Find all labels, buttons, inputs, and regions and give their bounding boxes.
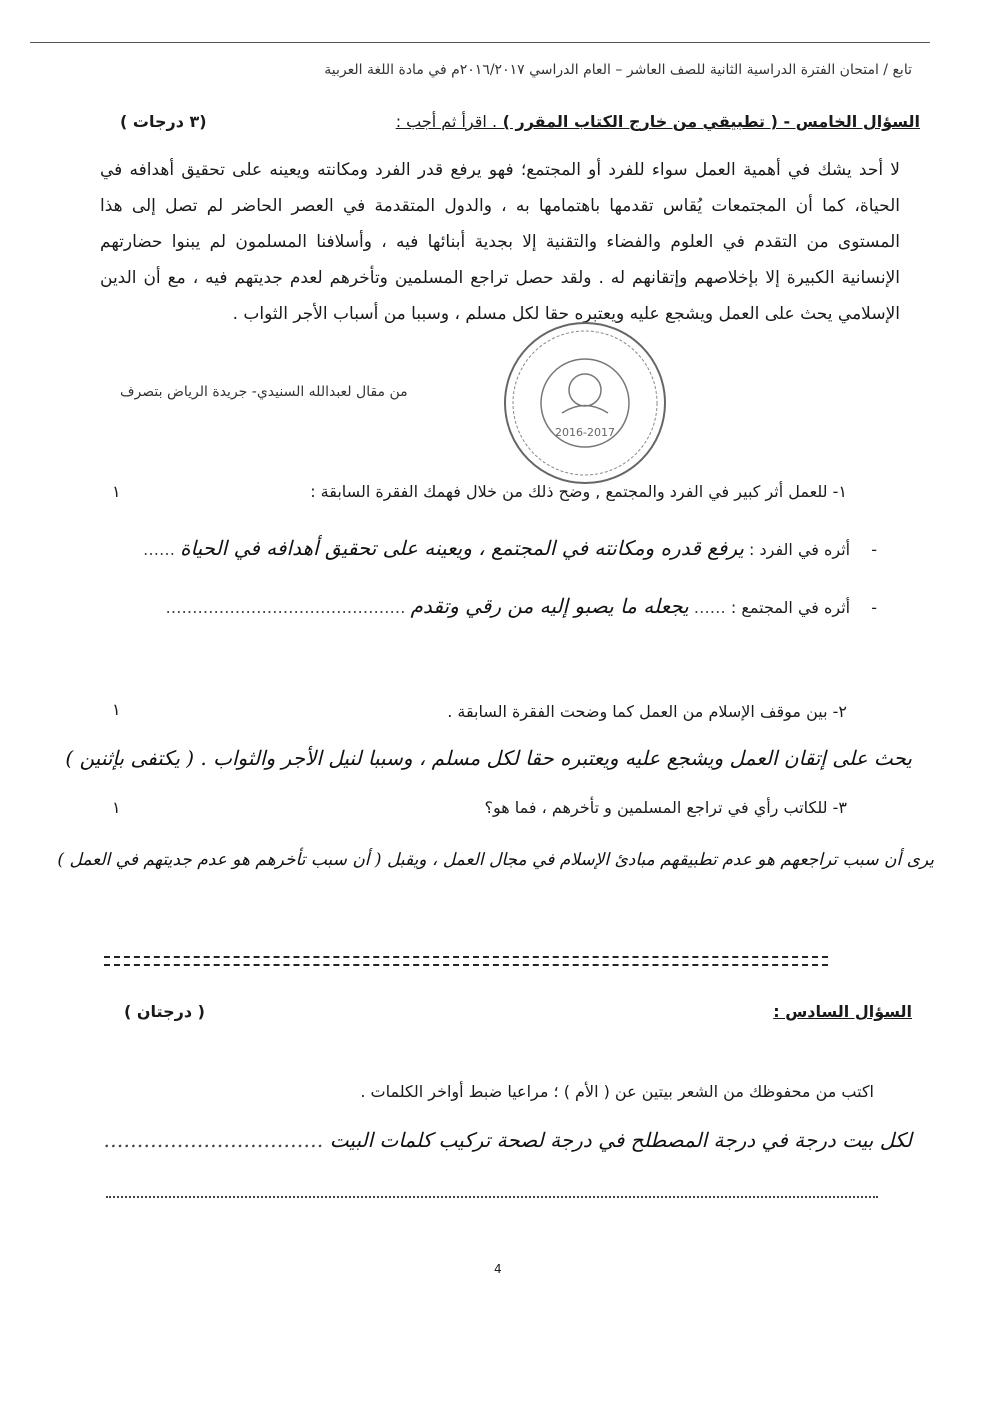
q6-answer: لكل بيت درجة في درجة المصطلح في درجة لصحة تركيب كلمات البيت …………………………… bbox=[103, 1128, 912, 1152]
answer-1-individual: - أثره في الفرد : يرفع قدره ومكانته في المجتمع ، ويعينه على تحقيق أهدافه في الحياة …… bbox=[142, 536, 877, 560]
q6-answer-text: لكل بيت درجة في درجة المصطلح في درجة لصحة تركيب كلمات البيت bbox=[329, 1128, 912, 1152]
answer-1-society-text: يجعله ما يصبو إليه من رقي وتقدم bbox=[410, 594, 689, 618]
stamp-year: 2016-2017 bbox=[555, 426, 615, 439]
q5-title bbox=[396, 112, 920, 131]
q5-marks: (٣ درجات ) bbox=[120, 112, 207, 131]
question-1: ١- للعمل أثر كبير في الفرد والمجتمع , وضح ذلك من خلال فهمك الفقرة السابقة : bbox=[310, 482, 847, 501]
q5-instruction: . اقرأ ثم أجب : bbox=[395, 112, 498, 131]
question-3-mark: ١ bbox=[112, 798, 121, 817]
top-rule bbox=[30, 42, 930, 43]
reading-paragraph: لا أحد يشك في أهمية العمل سواء للفرد أو المجتمع؛ فهو يرفع قدر الفرد ومكانته ويعينه على تحقيق أهدافه في الحياة، كما أن المجتمعات يُقاس تقدمها باهتمامها به ، والدول المتقدمة في العصر الحاضر لم تصل إلى هذا المستوى من التقدم في العلوم والفضاء والتقنية إلا بجدية أبنائها فيه ، وأسلافنا المسلمون لم يبنوا حضارتهم الإنسانية الكبيرة إلا بإخلاصهم وإتقانهم له . ولقد حصل تراجع المسلمين وتأخرهم لعدم جديتهم فيه ، مع أن الدين الإسلامي يحث على العمل ويشجع عليه ويعتبره حقا لكل مسلم ، وسببا من أسباب الأجر الثواب . bbox=[100, 160, 900, 324]
answer-1-individual-text: يرفع قدره ومكانته في المجتمع ، ويعينه على تحقيق أهدافه في الحياة bbox=[180, 536, 744, 560]
q6-marks: ( درجتان ) bbox=[124, 1002, 205, 1021]
answer-1-individual-label: أثره في الفرد : bbox=[749, 540, 851, 559]
page-number: 4 bbox=[494, 1262, 502, 1276]
q6-title: السؤال السادس : bbox=[773, 1002, 912, 1021]
question-2: ٢- بين موقف الإسلام من العمل كما وضحت الفقرة السابقة . bbox=[447, 702, 847, 721]
school-stamp-icon bbox=[500, 318, 670, 488]
exam-header: تابع / امتحان الفترة الدراسية الثانية للصف العاشر – العام الدراسي ٢٠١٦/٢٠١٧م في مادة اللغة العربية bbox=[324, 62, 912, 78]
answer-1-society-label: أثره في المجتمع : bbox=[730, 598, 851, 617]
question-2-mark: ١ bbox=[112, 700, 121, 719]
answer-blank-line bbox=[106, 1196, 878, 1198]
question-1-mark: ١ bbox=[112, 482, 121, 501]
q6-instruction: اكتب من محفوظك من الشعر بيتين عن ( الأم ) ؛ مراعيا ضبط أواخر الكلمات . bbox=[360, 1082, 874, 1101]
article-source: من مقال لعبدالله السنيدي- جريدة الرياض بتصرف bbox=[120, 384, 408, 400]
answer-2-text: يحث على إتقان العمل ويشجع عليه ويعتبره حقا لكل مسلم ، وسببا لنيل الأجر والثواب . ( يكتفى بإثنين ) bbox=[65, 746, 912, 770]
q5-title-text: السؤال الخامس - ( تطبيقي من خارج الكتاب المقرر ) bbox=[502, 112, 920, 131]
answer-3-text: يرى أن سبب تراجعهم هو عدم تطبيقهم مبادئ الإسلام في مجال العمل ، ويقبل ( أن سبب تأخرهم هو عدم جديتهم في العمل ) bbox=[57, 850, 934, 870]
question-3: ٣- للكاتب رأي في تراجع المسلمين و تأخرهم ، فما هو؟ bbox=[484, 798, 847, 817]
answer-1-society: - أثره في المجتمع : …… يجعله ما يصبو إليه من رقي وتقدم ……………………………………… bbox=[165, 594, 877, 618]
section-separator bbox=[104, 956, 828, 966]
